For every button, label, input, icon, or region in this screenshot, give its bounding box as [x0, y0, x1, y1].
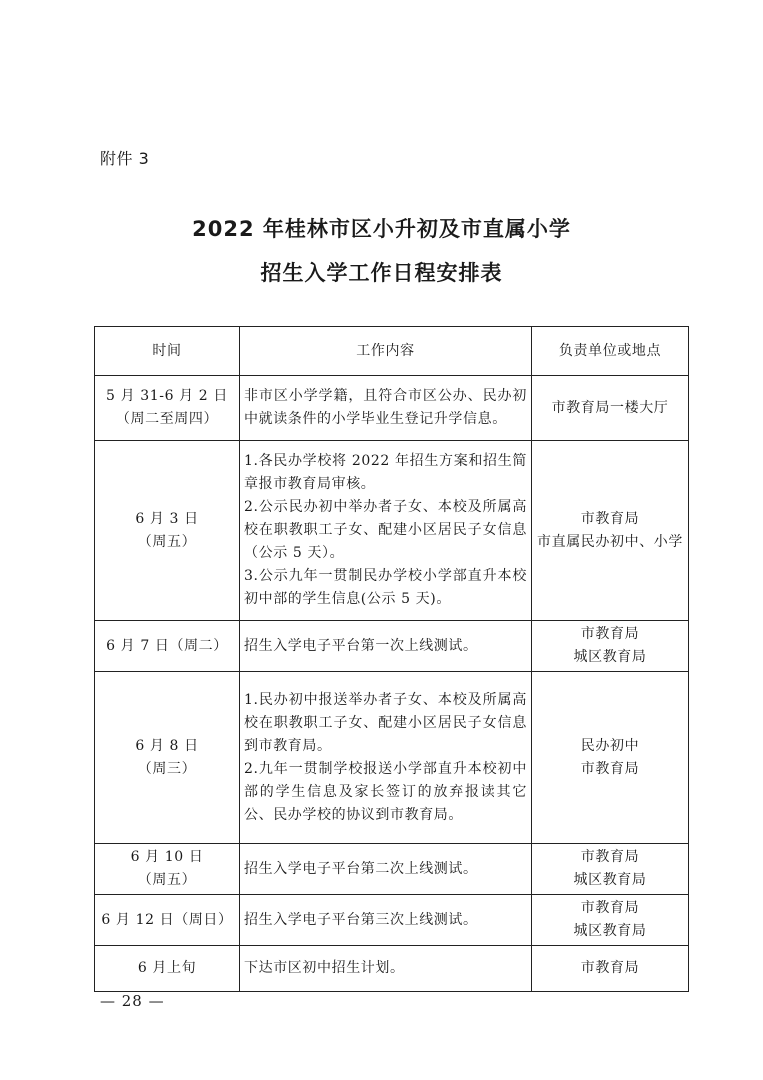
work-content-cell-line: 招生入学电子平台第三次上线测试。 [244, 911, 478, 928]
responsible-unit-cell-line: 城区教育局 [573, 923, 647, 939]
schedule-table-body [95, 376, 689, 992]
work-content-cell-line: 1.民办初中报送举办者子女、本校及所属高校在职教职工子女、配建小区居民子女信息到市教育局。 [244, 691, 527, 754]
time-cell-line: （周三） [137, 760, 197, 777]
time-cell [95, 621, 240, 672]
time-cell-line: 5 月 31-6 月 2 日 [106, 388, 228, 404]
time-cell-line: 6 月 12 日（周日） [101, 911, 233, 928]
work-content-cell [240, 621, 532, 672]
table-row [95, 672, 689, 844]
responsible-unit-cell-line: 市教育局一楼大厅 [551, 399, 669, 416]
table-row [95, 844, 689, 895]
responsible-unit-cell-line: 市教育局 [580, 760, 640, 777]
work-content-cell [240, 441, 532, 621]
work-content-cell [240, 672, 532, 844]
responsible-unit-cell [532, 895, 689, 946]
work-content-cell-line: 非市区小学学籍，且符合市区公办、民办初中就读条件的小学毕业生登记升学信息。 [244, 388, 527, 427]
time-cell [95, 672, 240, 844]
time-cell-line: 6 月 3 日 [135, 510, 199, 527]
time-cell [95, 441, 240, 621]
work-content-cell [240, 376, 532, 441]
column-header-unit: 负责单位或地点 [532, 327, 689, 376]
time-cell-line: 6 月 7 日（周二） [106, 637, 228, 654]
responsible-unit-cell [532, 441, 689, 621]
responsible-unit-cell-line: 城区教育局 [573, 649, 647, 665]
table-row [95, 946, 689, 992]
responsible-unit-cell-line: 市教育局 [580, 849, 640, 865]
column-header-work: 工作内容 [240, 327, 532, 376]
work-content-cell [240, 946, 532, 992]
table-row [95, 895, 689, 946]
responsible-unit-cell-line: 市教育局 [580, 626, 640, 642]
schedule-table [94, 326, 689, 992]
responsible-unit-cell-line: 市直属民办初中、小学 [537, 533, 683, 550]
responsible-unit-cell-line: 市教育局 [580, 960, 640, 976]
work-content-cell-line: 1.各民办学校将 2022 年招生方案和招生简章报市教育局审核。 [244, 453, 527, 492]
work-content-cell-line: 招生入学电子平台第二次上线测试。 [244, 860, 478, 877]
column-header-time: 时间 [95, 327, 240, 376]
responsible-unit-cell [532, 844, 689, 895]
responsible-unit-cell [532, 376, 689, 441]
work-content-cell [240, 844, 532, 895]
responsible-unit-cell-line: 市教育局 [580, 510, 640, 527]
work-content-cell-line: 招生入学电子平台第一次上线测试。 [244, 637, 478, 654]
work-content-cell-line: 2.公示民办初中举办者子女、本校及所属高校在职教职工子女、配建小区居民子女信息（公示 5 天）。 [244, 499, 527, 561]
table-row [95, 621, 689, 672]
time-cell-line: 6 月 8 日 [135, 737, 199, 754]
time-cell-line: 6 月 10 日 [130, 849, 204, 865]
page-number: — 28 — [100, 992, 165, 1010]
table-row [95, 441, 689, 621]
work-content-cell-line: 2.九年一贯制学校报送小学部直升本校初中部的学生信息及家长签订的放弃报读其它公、民办学校的协议到市教育局。 [244, 760, 527, 823]
document-title-line1: 2022 年桂林市区小升初及市直属小学 [192, 217, 571, 241]
responsible-unit-cell-line: 市教育局 [580, 900, 640, 916]
time-cell-line: （周二至周四） [115, 411, 219, 427]
time-cell-line: （周五） [137, 872, 197, 888]
responsible-unit-cell-line: 民办初中 [580, 737, 640, 754]
time-cell-line: 6 月上旬 [137, 960, 197, 976]
time-cell [95, 376, 240, 441]
time-cell [95, 946, 240, 992]
work-content-cell-line: 3.公示九年一贯制民办学校小学部直升本校初中部的学生信息(公示 5 天)。 [244, 568, 527, 607]
table-header-row [95, 327, 689, 376]
responsible-unit-cell [532, 672, 689, 844]
responsible-unit-cell [532, 621, 689, 672]
work-content-cell [240, 895, 532, 946]
responsible-unit-cell [532, 946, 689, 992]
time-cell [95, 844, 240, 895]
responsible-unit-cell-line: 城区教育局 [573, 872, 647, 888]
work-content-cell-line: 下达市区初中招生计划。 [244, 960, 405, 976]
time-cell [95, 895, 240, 946]
time-cell-line: （周五） [137, 533, 197, 550]
attachment-label: 附件 3 [100, 149, 150, 168]
table-row [95, 376, 689, 441]
document-title-line2: 招生入学工作日程安排表 [260, 261, 503, 285]
